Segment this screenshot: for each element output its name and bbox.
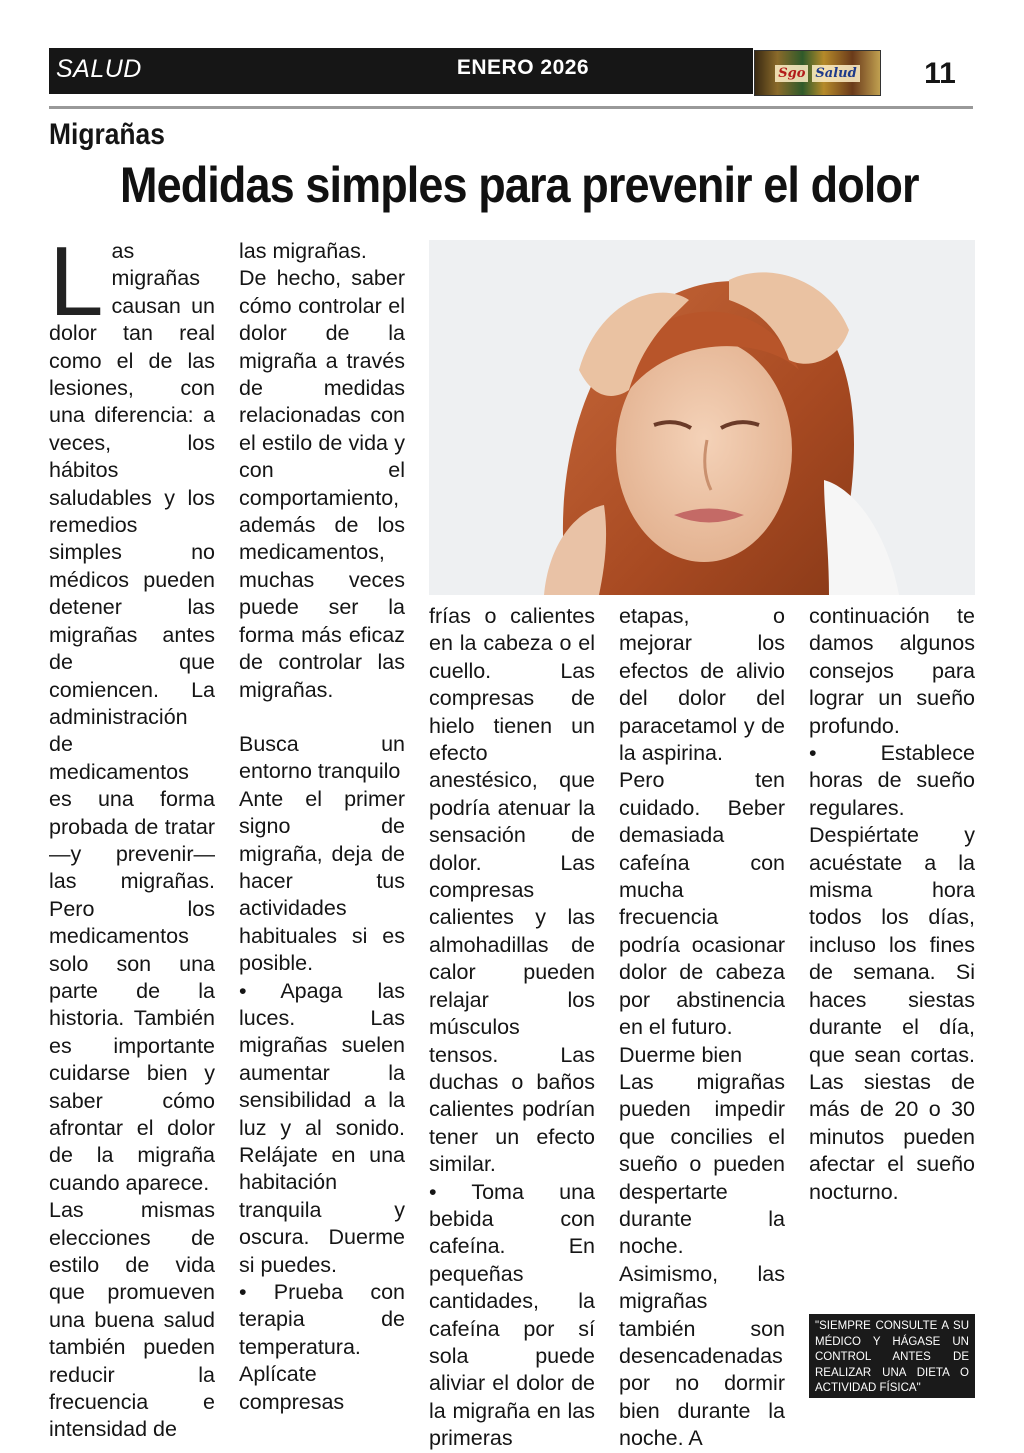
paragraph: las migrañas.	[239, 239, 367, 263]
photo-illustration	[429, 240, 975, 595]
subheading-quiet-environment: Busca un entorno tranquilo	[239, 731, 405, 784]
bullet-item: • Prueba con terapia de temperatura. Aplícate compresas	[239, 1280, 405, 1414]
paragraph: De hecho, saber cómo controlar el dolor de la migraña a través de medidas relacionadas con el estilo de vida y con el comportamiento, además de los medicamentos, muchas veces puede ser la forma más eficaz de controlar las migrañas.	[239, 266, 405, 702]
article-column-5	[809, 603, 975, 1206]
paragraph: Pero ten cuidado. Beber demasiada cafeína con mucha frecuencia podría ocasionar dolor de cabeza por abstinencia en el futuro.	[619, 768, 785, 1040]
bullet-item: • Toma una bebida con cafeína. En pequeñas cantidades, la cafeína por sí sola puede aliviar el dolor de la migraña en las primeras	[429, 1179, 595, 1451]
article-kicker: Migrañas	[49, 118, 165, 151]
woman-with-headache-photo	[429, 240, 975, 595]
paragraph: Las migrañas pueden impedir que concilies el sueño o pueden despertarte durante la noche. Asimismo, las migrañas también son desencadenadas por no dormir bien durante la noche. A	[619, 1069, 785, 1451]
paragraph: continuación te damos algunos consejos para lograr un sueño profundo.	[809, 604, 975, 738]
article-column-3	[429, 603, 595, 1453]
bullet-item: • Establece horas de sueño regulares. Despiértate y acuéstate a la misma hora todos los días, incluso los fines de semana. Si haces siestas durante el día, que sean cortas. Las siestas de más de 20 o 30 minutos pueden afectar el sueño nocturno.	[809, 741, 975, 1204]
publication-logo	[754, 50, 881, 96]
paragraph: etapas, o mejorar los efectos de alivio del dolor del paracetamol y de la aspirina.	[619, 604, 785, 766]
issue-date: ENERO 2026	[456, 56, 590, 79]
paragraph: frías o calientes en la cabeza o el cuello. Las compresas de hielo tienen un efecto anestésico, que podría atenuar la sensación de dolor. Las compresas calientes y las almohadillas de calor pueden relajar los músculos tensos. Las duchas o baños calientes podrían tener un efecto similar.	[429, 604, 595, 1177]
paragraph: Las mismas elecciones de estilo de vida que promueven una buena salud también pueden reducir la frecuencia e intensidad de	[49, 1198, 215, 1442]
logo-word-1: Sgo	[775, 65, 808, 82]
drop-cap: L	[49, 226, 104, 336]
disclaimer-box: "SIEMPRE CONSULTE A SU MÉDICO Y HÁGASE UN CONTROL ANTES DE REALIZAR UNA DIETA O ACTIVIDAD FÍSICA"	[809, 1314, 975, 1398]
article-column-2	[239, 238, 405, 1416]
section-name: SALUD	[56, 55, 142, 83]
header-bar	[49, 48, 753, 94]
article-column-1	[49, 226, 215, 1444]
logo-word-2: Salud	[812, 65, 859, 82]
paragraph: as migrañas causan un dolor tan real como el de las lesiones, con una diferencia: a veces, los hábitos saludables y los remedios simples no médicos pueden detener las migrañas antes de que comiencen. La administración de medicamentos es una forma probada de tratar —y prevenir— las migrañas. Pero los medicamentos solo son una parte de la historia. También es importante cuidarse bien y saber cómo afrontar el dolor de la migraña cuando aparece.	[49, 239, 215, 1195]
bullet-item: • Apaga las luces. Las migrañas suelen aumentar la sensibilidad a la luz y al sonido. Relájate en una habitación tranquila y oscura. Duerme si puedes.	[239, 978, 405, 1277]
article-headline: Medidas simples para prevenir el dolor	[120, 157, 919, 213]
page-number: 11	[924, 57, 956, 90]
article-column-4	[619, 603, 785, 1453]
header-divider	[49, 106, 973, 109]
subheading-sleep-well: Duerme bien	[619, 1042, 743, 1067]
paragraph: Ante el primer signo de migraña, deja de hacer tus actividades habituales si es posible.	[239, 786, 405, 976]
